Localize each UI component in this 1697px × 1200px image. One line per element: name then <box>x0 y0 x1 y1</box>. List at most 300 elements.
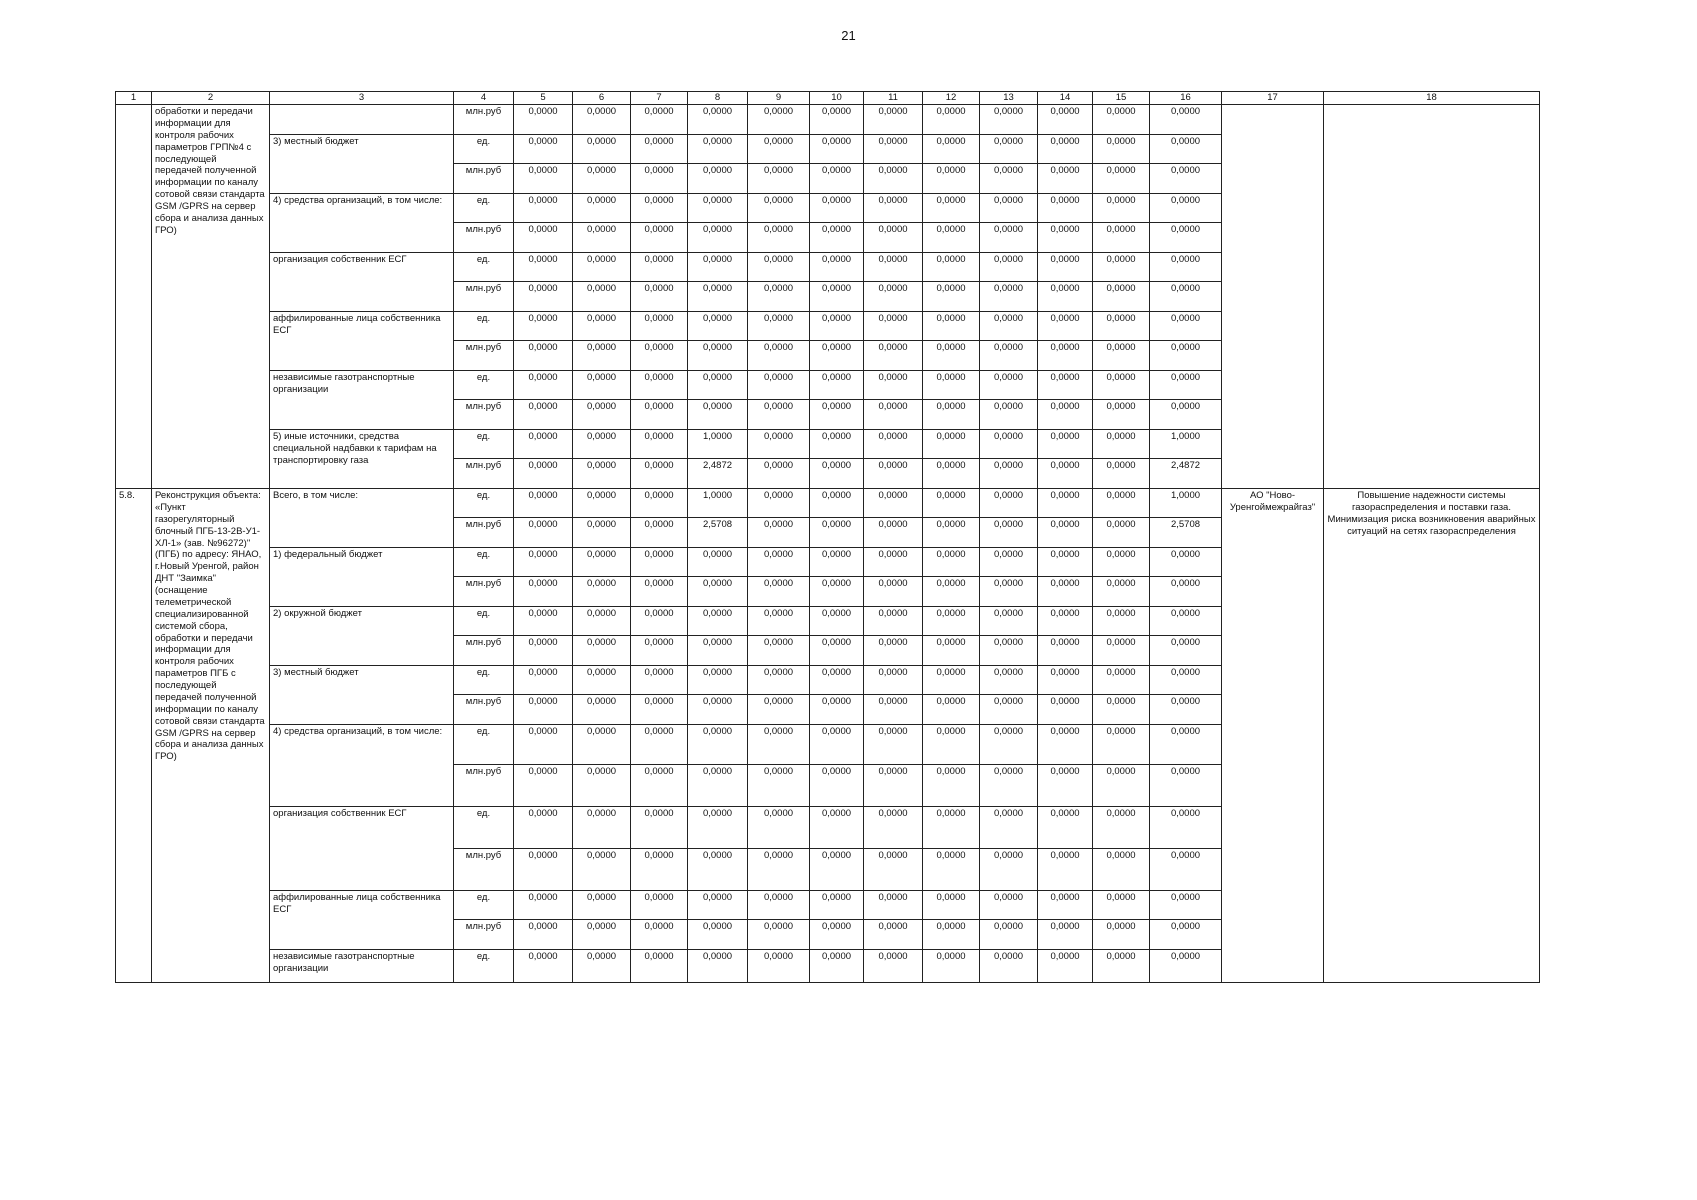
value-cell: 0,0000 <box>810 253 864 282</box>
value-cell: 0,0000 <box>1150 371 1222 400</box>
value-cell: 0,0000 <box>514 135 573 164</box>
value-cell: 0,0000 <box>923 459 980 489</box>
value-cell: 0,0000 <box>748 282 810 312</box>
value-cell: 0,0000 <box>980 135 1038 164</box>
funding-source: 5) иные источники, средства специальной надбавки к тарифам на транспортировку газа <box>270 430 454 489</box>
value-cell: 0,0000 <box>688 891 748 920</box>
value-cell: 0,0000 <box>573 253 631 282</box>
value-cell: 0,0000 <box>688 666 748 695</box>
value-cell: 0,0000 <box>1093 807 1150 849</box>
value-cell: 0,0000 <box>864 430 923 459</box>
value-cell: 0,0000 <box>1150 920 1222 950</box>
column-number-13: 13 <box>980 92 1038 105</box>
value-cell: 0,0000 <box>573 371 631 400</box>
value-cell: 0,0000 <box>864 135 923 164</box>
value-cell: 0,0000 <box>923 807 980 849</box>
value-cell: 2,5708 <box>1150 518 1222 548</box>
unit-cell: млн.руб <box>454 695 514 725</box>
value-cell: 0,0000 <box>748 430 810 459</box>
value-cell: 0,0000 <box>980 666 1038 695</box>
value-cell: 0,0000 <box>980 253 1038 282</box>
value-cell: 0,0000 <box>1038 666 1093 695</box>
column-number-12: 12 <box>923 92 980 105</box>
unit-cell: ед. <box>454 725 514 765</box>
value-cell: 0,0000 <box>980 807 1038 849</box>
value-cell: 0,0000 <box>573 459 631 489</box>
value-cell: 0,0000 <box>1150 282 1222 312</box>
value-cell: 0,0000 <box>923 253 980 282</box>
value-cell: 0,0000 <box>923 371 980 400</box>
value-cell: 0,0000 <box>923 765 980 807</box>
value-cell: 0,0000 <box>923 950 980 983</box>
value-cell: 0,0000 <box>980 518 1038 548</box>
value-cell: 0,0000 <box>1093 636 1150 666</box>
value-cell: 0,0000 <box>1038 312 1093 341</box>
value-cell: 0,0000 <box>514 891 573 920</box>
value-cell: 0,0000 <box>1093 312 1150 341</box>
value-cell: 0,0000 <box>688 282 748 312</box>
value-cell: 0,0000 <box>631 849 688 891</box>
value-cell: 0,0000 <box>514 636 573 666</box>
value-cell: 0,0000 <box>748 920 810 950</box>
value-cell: 0,0000 <box>1038 636 1093 666</box>
value-cell: 0,0000 <box>748 459 810 489</box>
value-cell: 0,0000 <box>980 459 1038 489</box>
unit-cell: ед. <box>454 548 514 577</box>
table-row <box>116 489 1540 518</box>
value-cell: 0,0000 <box>1093 400 1150 430</box>
value-cell: 0,0000 <box>980 489 1038 518</box>
value-cell: 0,0000 <box>631 282 688 312</box>
unit-cell: ед. <box>454 135 514 164</box>
column-number-3: 3 <box>270 92 454 105</box>
value-cell: 0,0000 <box>514 765 573 807</box>
value-cell: 0,0000 <box>1093 950 1150 983</box>
value-cell: 0,0000 <box>688 341 748 371</box>
value-cell: 0,0000 <box>631 312 688 341</box>
value-cell: 0,0000 <box>1038 164 1093 194</box>
organization-cell <box>1222 105 1324 489</box>
value-cell: 0,0000 <box>631 725 688 765</box>
value-cell: 0,0000 <box>1038 341 1093 371</box>
value-cell: 0,0000 <box>573 920 631 950</box>
value-cell: 0,0000 <box>631 253 688 282</box>
value-cell: 0,0000 <box>1093 891 1150 920</box>
value-cell: 0,0000 <box>980 400 1038 430</box>
value-cell: 0,0000 <box>864 950 923 983</box>
value-cell: 0,0000 <box>923 223 980 253</box>
unit-cell: ед. <box>454 489 514 518</box>
value-cell: 0,0000 <box>810 459 864 489</box>
value-cell: 0,0000 <box>1038 607 1093 636</box>
organization-cell: АО "Ново-Уренгоймежрайгаз" <box>1222 489 1324 983</box>
value-cell: 0,0000 <box>1093 282 1150 312</box>
unit-cell: млн.руб <box>454 518 514 548</box>
value-cell: 0,0000 <box>1093 489 1150 518</box>
value-cell: 0,0000 <box>514 666 573 695</box>
value-cell: 0,0000 <box>1093 518 1150 548</box>
value-cell: 0,0000 <box>864 577 923 607</box>
value-cell: 0,0000 <box>573 666 631 695</box>
column-number-2: 2 <box>152 92 270 105</box>
unit-cell: млн.руб <box>454 459 514 489</box>
unit-cell: млн.руб <box>454 223 514 253</box>
value-cell: 0,0000 <box>980 282 1038 312</box>
value-cell: 0,0000 <box>923 725 980 765</box>
value-cell: 0,0000 <box>688 636 748 666</box>
value-cell: 0,0000 <box>1150 577 1222 607</box>
value-cell: 0,0000 <box>1038 725 1093 765</box>
value-cell: 0,0000 <box>631 164 688 194</box>
value-cell: 0,0000 <box>864 459 923 489</box>
unit-cell: ед. <box>454 194 514 223</box>
value-cell: 0,0000 <box>810 920 864 950</box>
value-cell: 0,0000 <box>810 312 864 341</box>
funding-source: организация собственник ЕСГ <box>270 253 454 312</box>
value-cell: 0,0000 <box>923 518 980 548</box>
value-cell: 0,0000 <box>980 105 1038 135</box>
value-cell: 0,0000 <box>864 105 923 135</box>
value-cell: 0,0000 <box>980 695 1038 725</box>
value-cell: 0,0000 <box>573 194 631 223</box>
value-cell: 0,0000 <box>688 371 748 400</box>
value-cell: 0,0000 <box>514 548 573 577</box>
unit-cell: ед. <box>454 666 514 695</box>
value-cell: 0,0000 <box>748 765 810 807</box>
value-cell: 0,0000 <box>810 223 864 253</box>
effect-cell: Повышение надежности системы газораспределения и поставки газа. Минимизация риска возникновения аварийных ситуаций на сетях газораспределения <box>1324 489 1540 983</box>
value-cell: 0,0000 <box>864 607 923 636</box>
value-cell: 0,0000 <box>631 636 688 666</box>
value-cell: 0,0000 <box>810 135 864 164</box>
column-number-17: 17 <box>1222 92 1324 105</box>
funding-source: организация собственник ЕСГ <box>270 807 454 891</box>
value-cell: 0,0000 <box>748 223 810 253</box>
value-cell: 0,0000 <box>980 765 1038 807</box>
value-cell: 0,0000 <box>1038 253 1093 282</box>
value-cell: 0,0000 <box>1150 341 1222 371</box>
value-cell: 0,0000 <box>1093 725 1150 765</box>
value-cell: 0,0000 <box>1038 135 1093 164</box>
value-cell: 0,0000 <box>810 849 864 891</box>
column-number-1: 1 <box>116 92 152 105</box>
value-cell: 0,0000 <box>810 891 864 920</box>
value-cell: 0,0000 <box>1038 891 1093 920</box>
value-cell: 0,0000 <box>1038 459 1093 489</box>
value-cell: 0,0000 <box>573 765 631 807</box>
value-cell: 0,0000 <box>1038 950 1093 983</box>
value-cell: 0,0000 <box>573 607 631 636</box>
value-cell: 0,0000 <box>923 135 980 164</box>
value-cell: 0,0000 <box>1038 807 1093 849</box>
column-number-6: 6 <box>573 92 631 105</box>
value-cell: 1,0000 <box>688 489 748 518</box>
value-cell: 0,0000 <box>980 223 1038 253</box>
value-cell: 0,0000 <box>1150 548 1222 577</box>
value-cell: 0,0000 <box>688 807 748 849</box>
funding-source: аффилированные лица собственника ЕСГ <box>270 891 454 950</box>
value-cell: 0,0000 <box>631 518 688 548</box>
value-cell: 0,0000 <box>631 459 688 489</box>
value-cell: 0,0000 <box>864 282 923 312</box>
value-cell: 0,0000 <box>748 489 810 518</box>
value-cell: 0,0000 <box>923 607 980 636</box>
value-cell: 0,0000 <box>980 950 1038 983</box>
value-cell: 0,0000 <box>573 164 631 194</box>
value-cell: 0,0000 <box>810 666 864 695</box>
funding-source: 3) местный бюджет <box>270 666 454 725</box>
value-cell: 0,0000 <box>1093 920 1150 950</box>
value-cell: 2,5708 <box>688 518 748 548</box>
value-cell: 0,0000 <box>1038 765 1093 807</box>
value-cell: 0,0000 <box>864 807 923 849</box>
value-cell: 0,0000 <box>514 920 573 950</box>
value-cell: 0,0000 <box>864 636 923 666</box>
value-cell: 0,0000 <box>923 891 980 920</box>
value-cell: 0,0000 <box>631 577 688 607</box>
value-cell: 0,0000 <box>810 548 864 577</box>
value-cell: 1,0000 <box>688 430 748 459</box>
value-cell: 0,0000 <box>923 341 980 371</box>
value-cell: 0,0000 <box>514 807 573 849</box>
value-cell: 0,0000 <box>864 695 923 725</box>
value-cell: 0,0000 <box>688 725 748 765</box>
unit-cell: млн.руб <box>454 164 514 194</box>
unit-cell: ед. <box>454 807 514 849</box>
value-cell: 0,0000 <box>923 695 980 725</box>
value-cell: 0,0000 <box>1038 282 1093 312</box>
value-cell: 0,0000 <box>1150 223 1222 253</box>
value-cell: 0,0000 <box>748 849 810 891</box>
value-cell: 0,0000 <box>631 341 688 371</box>
value-cell: 0,0000 <box>1093 194 1150 223</box>
column-number-9: 9 <box>748 92 810 105</box>
value-cell: 0,0000 <box>688 194 748 223</box>
value-cell: 0,0000 <box>748 666 810 695</box>
column-number-15: 15 <box>1093 92 1150 105</box>
unit-cell: млн.руб <box>454 849 514 891</box>
value-cell: 0,0000 <box>980 430 1038 459</box>
value-cell: 0,0000 <box>864 920 923 950</box>
value-cell: 0,0000 <box>1038 194 1093 223</box>
value-cell: 0,0000 <box>864 371 923 400</box>
value-cell: 0,0000 <box>688 135 748 164</box>
value-cell: 0,0000 <box>810 430 864 459</box>
column-number-11: 11 <box>864 92 923 105</box>
value-cell: 0,0000 <box>748 725 810 765</box>
value-cell: 0,0000 <box>748 636 810 666</box>
value-cell: 0,0000 <box>1093 371 1150 400</box>
value-cell: 0,0000 <box>514 430 573 459</box>
value-cell: 0,0000 <box>1150 194 1222 223</box>
value-cell: 0,0000 <box>810 807 864 849</box>
value-cell: 0,0000 <box>748 577 810 607</box>
value-cell: 0,0000 <box>1150 807 1222 849</box>
value-cell: 0,0000 <box>631 807 688 849</box>
value-cell: 0,0000 <box>748 135 810 164</box>
table-row <box>116 105 1540 135</box>
value-cell: 0,0000 <box>688 950 748 983</box>
value-cell: 0,0000 <box>810 518 864 548</box>
value-cell: 0,0000 <box>1150 607 1222 636</box>
value-cell: 0,0000 <box>1150 765 1222 807</box>
value-cell: 0,0000 <box>573 548 631 577</box>
column-number-18: 18 <box>1324 92 1540 105</box>
value-cell: 0,0000 <box>631 920 688 950</box>
value-cell: 0,0000 <box>1093 459 1150 489</box>
funding-source: 4) средства организаций, в том числе: <box>270 194 454 253</box>
column-number-row <box>116 92 1540 105</box>
value-cell: 0,0000 <box>748 253 810 282</box>
column-number-10: 10 <box>810 92 864 105</box>
funding-source: независимые газотранспортные организации <box>270 371 454 430</box>
unit-cell: ед. <box>454 950 514 983</box>
value-cell: 0,0000 <box>573 105 631 135</box>
value-cell: 0,0000 <box>514 105 573 135</box>
column-number-8: 8 <box>688 92 748 105</box>
value-cell: 0,0000 <box>1093 223 1150 253</box>
unit-cell: млн.руб <box>454 765 514 807</box>
value-cell: 0,0000 <box>1093 695 1150 725</box>
unit-cell: ед. <box>454 371 514 400</box>
value-cell: 0,0000 <box>980 636 1038 666</box>
value-cell: 0,0000 <box>1150 695 1222 725</box>
value-cell: 0,0000 <box>688 400 748 430</box>
unit-cell: млн.руб <box>454 341 514 371</box>
value-cell: 0,0000 <box>748 807 810 849</box>
value-cell: 0,0000 <box>1038 548 1093 577</box>
value-cell: 0,0000 <box>573 430 631 459</box>
value-cell: 0,0000 <box>514 695 573 725</box>
value-cell: 0,0000 <box>631 430 688 459</box>
value-cell: 0,0000 <box>514 400 573 430</box>
funding-source: Всего, в том числе: <box>270 489 454 548</box>
value-cell: 0,0000 <box>573 518 631 548</box>
value-cell: 0,0000 <box>864 725 923 765</box>
value-cell: 0,0000 <box>748 607 810 636</box>
value-cell: 0,0000 <box>810 607 864 636</box>
value-cell: 0,0000 <box>748 695 810 725</box>
value-cell: 0,0000 <box>1093 607 1150 636</box>
value-cell: 0,0000 <box>748 194 810 223</box>
value-cell: 0,0000 <box>980 725 1038 765</box>
value-cell: 0,0000 <box>980 371 1038 400</box>
value-cell: 0,0000 <box>864 253 923 282</box>
value-cell: 0,0000 <box>864 666 923 695</box>
value-cell: 0,0000 <box>514 459 573 489</box>
value-cell: 0,0000 <box>1150 135 1222 164</box>
value-cell: 0,0000 <box>514 194 573 223</box>
value-cell: 0,0000 <box>810 577 864 607</box>
effect-cell <box>1324 105 1540 489</box>
value-cell: 0,0000 <box>810 194 864 223</box>
value-cell: 0,0000 <box>1093 666 1150 695</box>
value-cell: 0,0000 <box>631 607 688 636</box>
value-cell: 0,0000 <box>980 548 1038 577</box>
value-cell: 0,0000 <box>864 400 923 430</box>
value-cell: 0,0000 <box>1093 765 1150 807</box>
value-cell: 0,0000 <box>923 666 980 695</box>
value-cell: 0,0000 <box>923 312 980 341</box>
value-cell: 0,0000 <box>573 135 631 164</box>
value-cell: 0,0000 <box>1093 253 1150 282</box>
value-cell: 0,0000 <box>573 950 631 983</box>
value-cell: 0,0000 <box>573 849 631 891</box>
page-number: 21 <box>841 28 856 43</box>
value-cell: 0,0000 <box>573 891 631 920</box>
value-cell: 0,0000 <box>748 400 810 430</box>
value-cell: 0,0000 <box>980 920 1038 950</box>
value-cell: 0,0000 <box>688 253 748 282</box>
value-cell: 0,0000 <box>573 312 631 341</box>
value-cell: 0,0000 <box>810 636 864 666</box>
value-cell: 0,0000 <box>1093 341 1150 371</box>
object-description: Реконструкция объекта: «Пункт газорегуляторный блочный ПГБ-13-2В-У1-ХЛ-1» (зав. №96272)" (ПГБ) по адресу: ЯНАО, г.Новый Уренгой, район ДНТ "Заимка" (оснащение телеметрической специализированной системой сбора, обработки и передачи информации для контроля рабочих параметров ПГБ с последующей передачей полученной информации по каналу сотовой связи стандарта GSM /GPRS на сервер сбора и анализа данных ГРО) <box>152 489 270 983</box>
value-cell: 0,0000 <box>810 282 864 312</box>
value-cell: 1,0000 <box>1150 489 1222 518</box>
value-cell: 0,0000 <box>748 341 810 371</box>
value-cell: 0,0000 <box>980 341 1038 371</box>
value-cell: 0,0000 <box>1150 400 1222 430</box>
column-number-16: 16 <box>1150 92 1222 105</box>
value-cell: 0,0000 <box>631 223 688 253</box>
unit-cell: млн.руб <box>454 920 514 950</box>
funding-source: 2) окружной бюджет <box>270 607 454 666</box>
value-cell: 0,0000 <box>1150 105 1222 135</box>
value-cell: 0,0000 <box>864 223 923 253</box>
value-cell: 0,0000 <box>573 725 631 765</box>
funding-source: 3) местный бюджет <box>270 135 454 194</box>
value-cell: 0,0000 <box>748 950 810 983</box>
value-cell: 0,0000 <box>688 548 748 577</box>
unit-cell: млн.руб <box>454 282 514 312</box>
value-cell: 0,0000 <box>810 950 864 983</box>
value-cell: 0,0000 <box>1038 223 1093 253</box>
value-cell: 0,0000 <box>688 312 748 341</box>
value-cell: 0,0000 <box>514 371 573 400</box>
value-cell: 0,0000 <box>1038 430 1093 459</box>
value-cell: 0,0000 <box>810 400 864 430</box>
value-cell: 0,0000 <box>923 194 980 223</box>
value-cell: 0,0000 <box>514 282 573 312</box>
value-cell: 0,0000 <box>514 518 573 548</box>
value-cell: 0,0000 <box>514 223 573 253</box>
value-cell: 0,0000 <box>631 765 688 807</box>
value-cell: 0,0000 <box>631 371 688 400</box>
value-cell: 0,0000 <box>688 607 748 636</box>
value-cell: 0,0000 <box>688 695 748 725</box>
value-cell: 0,0000 <box>573 489 631 518</box>
value-cell: 0,0000 <box>1150 950 1222 983</box>
value-cell: 0,0000 <box>1038 920 1093 950</box>
object-description: обработки и передачи информации для контроля рабочих параметров ГРП№4 с последующей передачей полученной информации по каналу сотовой связи стандарта GSM /GPRS на сервер сбора и анализа данных ГРО) <box>152 105 270 489</box>
unit-cell: ед. <box>454 253 514 282</box>
value-cell: 0,0000 <box>631 695 688 725</box>
value-cell: 0,0000 <box>923 400 980 430</box>
value-cell: 0,0000 <box>631 489 688 518</box>
unit-cell: ед. <box>454 312 514 341</box>
value-cell: 0,0000 <box>980 164 1038 194</box>
value-cell: 0,0000 <box>810 489 864 518</box>
value-cell: 0,0000 <box>514 950 573 983</box>
value-cell: 0,0000 <box>631 950 688 983</box>
value-cell: 0,0000 <box>810 105 864 135</box>
value-cell: 0,0000 <box>864 891 923 920</box>
value-cell: 0,0000 <box>864 489 923 518</box>
value-cell: 0,0000 <box>631 891 688 920</box>
value-cell: 0,0000 <box>1150 636 1222 666</box>
unit-cell: млн.руб <box>454 400 514 430</box>
